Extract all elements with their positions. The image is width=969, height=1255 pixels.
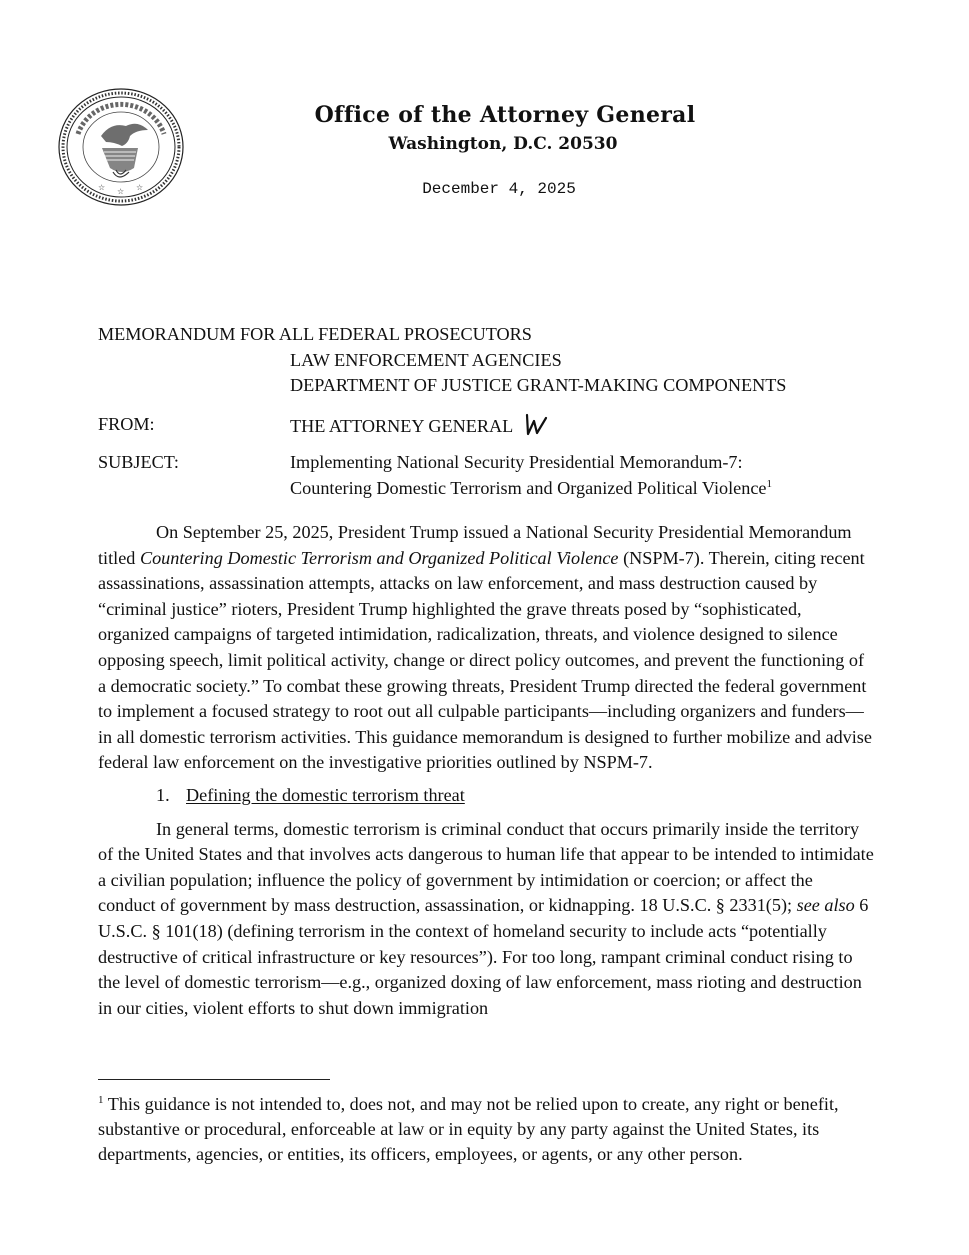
office-title: Office of the Attorney General <box>314 102 696 128</box>
subject-line-2-wrap <box>290 476 858 502</box>
section-title: Defining the domestic terrorism threat <box>186 784 465 805</box>
memo-header <box>98 322 858 502</box>
subject-line-1: Implementing National Security Presidential Memorandum-7: <box>290 452 743 473</box>
from-value-wrap <box>290 412 858 440</box>
footnote-1 <box>98 1092 878 1168</box>
from-row <box>98 412 858 440</box>
footnote-ref[interactable]: 1 <box>766 477 772 490</box>
handwritten-initials-icon <box>523 412 549 438</box>
office-address: Washington, D.C. 20530 <box>388 134 618 154</box>
paragraph-1-text-a: On September 25, 2025, President Trump issued a National Security Presidential Memorandum titled <box>98 522 852 568</box>
memo-date: December 4, 2025 <box>422 180 576 198</box>
department-of-justice-seal-icon <box>56 86 186 208</box>
see-also: see also <box>796 895 855 916</box>
section-heading-1 <box>98 783 874 809</box>
footnote-number: 1 <box>98 1094 104 1106</box>
footnote-divider <box>98 1079 330 1080</box>
letterhead <box>280 100 710 198</box>
memo-for-label: MEMORANDUM FOR <box>98 324 276 344</box>
subject-row <box>98 450 858 501</box>
recipient-2: LAW ENFORCEMENT AGENCIES <box>290 349 562 370</box>
svg-text:☆: ☆ <box>136 183 144 192</box>
subject-value <box>290 450 858 501</box>
memo-body <box>98 520 874 1021</box>
from-value: THE ATTORNEY GENERAL <box>290 415 513 436</box>
paragraph-2 <box>98 817 874 1022</box>
svg-text:☆: ☆ <box>98 183 106 192</box>
section-number: 1. <box>156 784 170 805</box>
recipient-1: ALL FEDERAL PROSECUTORS <box>278 324 532 344</box>
memo-for-line <box>98 322 858 348</box>
svg-text:☆: ☆ <box>117 187 125 196</box>
paragraph-1 <box>98 520 874 776</box>
subject-label: SUBJECT: <box>98 452 179 473</box>
paragraph-1-text-b: (NSPM-7). Therein, citing recent assassinations, assassination attempts, attacks on law enforcement, and mass destruction caused by “criminal justice” rioters, President Trump highlighted the grave threats posed by “sophisticated, organized campaigns of targeted intimidation, radicalization, threats, and violence designed to silence opposing speech, limit political activity, change or direct policy outcomes, and prevent the functioning of a democratic society.” To combat these growing threats, President Trump directed the federal government to implement a focused strategy to root out all culpable participants—including organizers and funders—in all domestic terrorism activities. This guidance memorandum is designed to further mobilize and advise federal law enforcement on the investigative priorities outlined by NSPM-7. <box>98 547 872 773</box>
paragraph-2-text-b: 6 U.S.C. § 101(18) (defining terrorism in the context of homeland security to include acts “potentially destructive of critical infrastructure or key resources”). For too long, rampant criminal conduct rising to the level of domestic terrorism—e.g., organized doxing of law enforcement, mass rioting and destruction in our cities, violent efforts to shut down immigration <box>98 895 869 1018</box>
recipient-3: DEPARTMENT OF JUSTICE GRANT-MAKING COMPONENTS <box>290 375 787 396</box>
footnote-text: This guidance is not intended to, does not, and may not be relied upon to create, any right or benefit, substantive or procedural, enforceable at law or in equity by any party against the United States, its departments, agencies, or entities, its officers, employees, or agents, or any other person. <box>98 1094 839 1165</box>
nspm-title: Countering Domestic Terrorism and Organized Political Violence <box>139 547 619 568</box>
subject-line-2: Countering Domestic Terrorism and Organized Political Violence <box>290 477 767 498</box>
paragraph-2-text-a: In general terms, domestic terrorism is criminal conduct that occurs primarily inside the territory of the United States and that involves acts dangerous to human life that appear to be intended to intimidate a civilian population; influence the policy of government by intimidation or coercion; or affect the conduct of government by mass destruction, assassination, or kidnapping. 18 U.S.C. § 2331(5); <box>98 818 874 916</box>
from-label: FROM: <box>98 413 155 434</box>
